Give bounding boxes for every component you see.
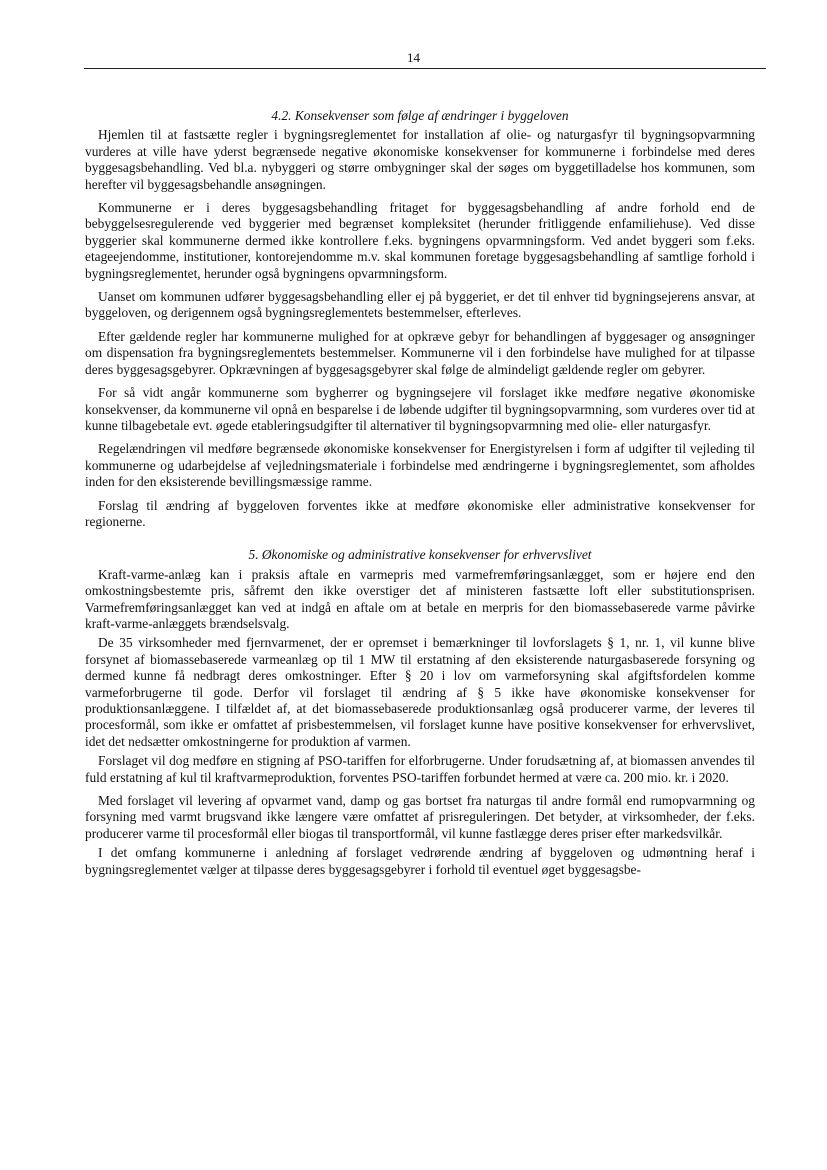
page-body [85,108,755,885]
paragraph: Forslaget vil dog medføre en stigning af PSO-tariffen for elforbrugerne. Under forudsætning af, at biomassen anvendes til fuld erstatning af kul til kraftvarmeproduktion, forventes PSO-tariffen forbundet hermed at være ca. 200 mio. kr. i 2020. [85,753,755,785]
page-number: 14 [407,50,420,65]
paragraph: For så vidt angår kommunerne som bygherrer og bygningsejere vil forslaget ikke medføre negative økonomiske konsekvenser, da kommunerne vil opnå en besparelse i de løbende udgifter til bygningsopvarmning, som vurderes over tid at kunne tilbagebetale evt. øgede etableringsudgifter til alternativer til bygningsopvarmning med olie- eller naturgasfyr. [85,385,755,433]
section-spacer [85,537,755,547]
header-rule [84,68,766,69]
paragraph: Med forslaget vil levering af opvarmet vand, damp og gas bortset fra naturgas til andre formål end rumopvarmning og forsyning med varmt brugsvand ikke længere være omfattet af prisreguleringen. Det betyder, at virksomheder, der f.eks. producerer varme til procesformål eller biogas til transportformål, vil kunne fastlægge deres priser efter markedsvilkår. [85,793,755,841]
paragraph: Kraft-varme-anlæg kan i praksis aftale en varmepris med varmefremføringsanlægget, som er højere end den omkostningsbestemte pris, såfremt den ikke overstiger det af ministeren fastsætte loft eller substitutionsprisen. Varmefremføringsanlægget kan ved at indgå en aftale om at betale en merpris for den biomassebaserede varme påvirke kraft-varme-anlæggets brændselsvalg. [85,566,755,631]
paragraph: I det omfang kommunerne i anledning af forslaget vedrørende ændring af byggeloven og udmøntning heraf i bygningsreglementet vælger at tilpasse deres byggesagsgebyrer i forhold til eventuel øget byggesagsbe- [85,845,755,877]
paragraph: Regelændringen vil medføre begrænsede økonomiske konsekvenser for Energistyrelsen i form af udgifter til vejleding til kommunerne og udarbejdelse af vejledningsmateriale i forbindelse med ændringerne i bygningsreglementet, som afholdes inden for den eksisterende bevillingsmæssige ramme. [85,441,755,490]
section-5 [85,547,755,878]
paragraph: Hjemlen til at fastsætte regler i bygningsreglementet for installation af olie- og naturgasfyr til bygningsopvarmning vurderes at ville have yderst begrænsede negative økonomiske konsekvenser for kommunerne i forbindelse med deres byggesagsbehandling. Ved bl.a. nybyggeri og større ombygninger skal der søges om byggetilladelse hos kommunen, som herefter vil byggesagsbehandle ansøgningen. [85,127,755,192]
section-heading: 5. Økonomiske og administrative konsekvenser for erhvervslivet [248,547,592,563]
section-4-2 [85,108,755,530]
paragraph: Efter gældende regler har kommunerne mulighed for at opkræve gebyr for behandlingen af byggesager og ansøgninger om dispensation fra bygningsreglementets bestemmelser. Kommunerne vil i den forbindelse have mulighed for at tilpasse deres byggesagsgebyrer. Opkrævningen af byggesagsgebyrer skal følge de almindeligt gældende regler om gebyrer. [85,328,755,377]
section-heading: 4.2. Konsekvenser som følge af ændringer i byggeloven [271,108,569,123]
paragraph: Uanset om kommunen udfører byggesagsbehandling eller ej på byggeriet, er det til enhver tid bygningsejerens ansvar, at byggeloven, og derigennem også bygningsreglementets bestemmelser, efterleves. [85,289,755,321]
paragraph: Forslag til ændring af byggeloven forventes ikke at medføre økonomiske eller administrative konsekvenser for regionerne. [85,497,755,529]
paragraph: Kommunerne er i deres byggesagsbehandling fritaget for byggesagsbehandling af andre forhold end de bebyggelsesregulerende ved byggerier med begrænset kompleksitet (herunder fritliggende enfamiliehuse). Ved disse byggerier skal kommunerne dermed ikke kontrollere f.eks. bygningens opvarmningsform. Ved andet byggeri som f.eks. etageejendomme, institutioner, kontorejendomme m.v. skal kommunen foretage byggesagsbehandling af samtlige forhold i bygningsreglementet, herunder også bygningens opvarmningsform. [85,200,755,281]
paragraph: De 35 virksomheder med fjernvarmenet, der er opremset i bemærkninger til lovforslagets § 1, nr. 1, vil kunne blive forsynet af biomassebaserede varmeanlæg op til 1 MW til erstatning af den eksisterende naturgasbaserede forsyning og dermed kunne få nedbragt deres omkostninger. Efter § 20 i lov om varmeforsyning skal afgiftsfordelen komme varmeforbrugerne til gode. Derfor vil forslaget til ændring af § 5 ikke have økonomiske konsekvenser for produktionsanlæggene. I tilfældet af, at det biomassebaserede produktionsanlæg også producerer varme, der leveres til procesformål, som ikke er omfattet af prisbestemmelsen, vil forslaget kunne have positive konsekvenser for erhvervslivet, idet det nedsætter omkostningerne for produktion af varmen. [85,635,755,749]
